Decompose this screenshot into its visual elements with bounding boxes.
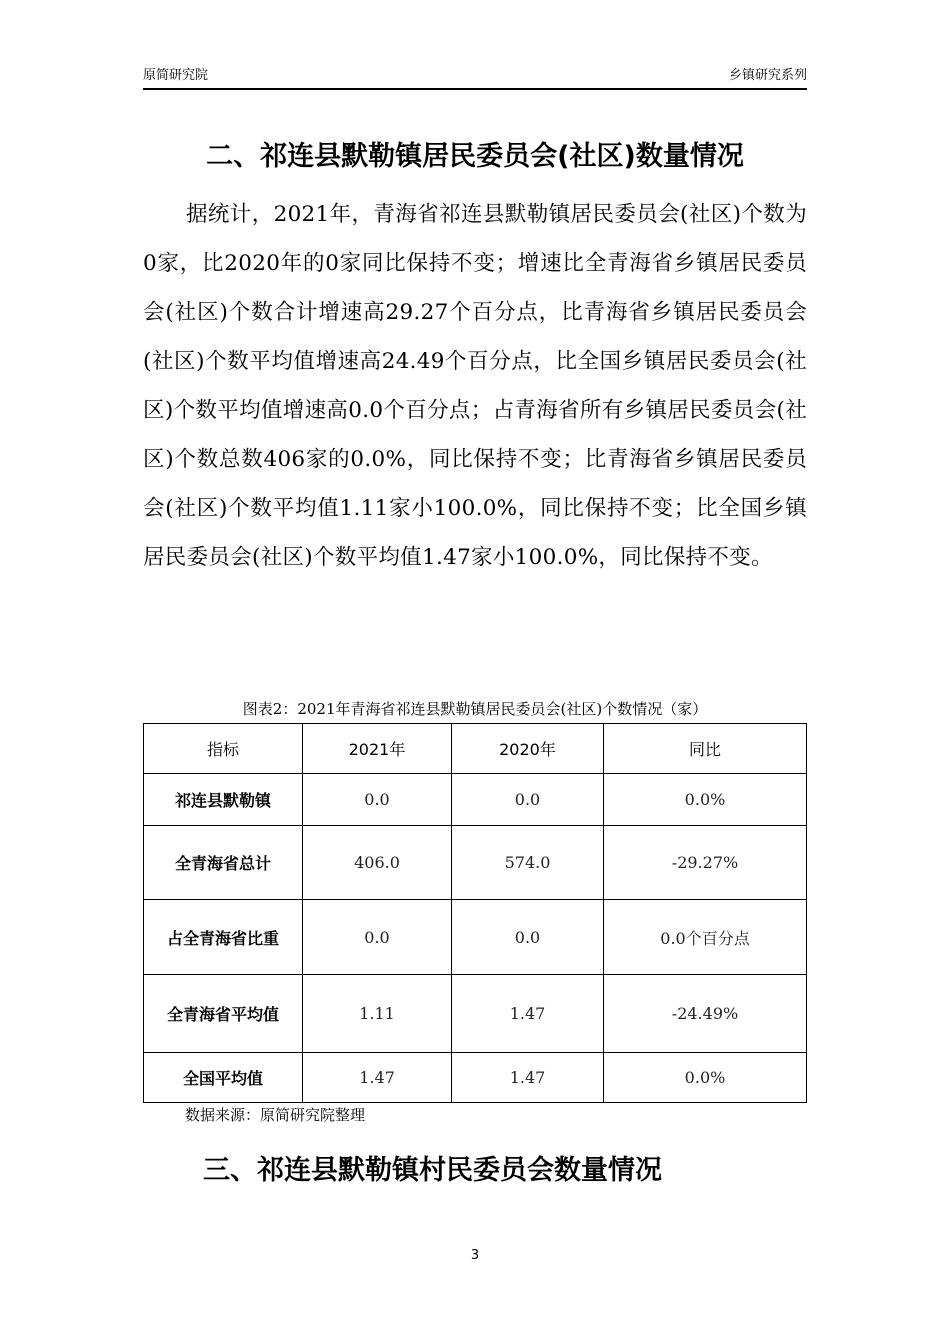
cell-2021: 0.0 — [303, 900, 452, 975]
section-title-residents-committee: 二、祁连县默勒镇居民委员会(社区)数量情况 — [206, 141, 744, 172]
column-header-2020: 2020年 — [452, 724, 604, 774]
cell-2020: 574.0 — [452, 826, 604, 900]
section-title-villagers-committee: 三、祁连县默勒镇村民委员会数量情况 — [203, 1155, 662, 1186]
row-label: 全国平均值 — [144, 1053, 303, 1103]
cell-2020: 0.0 — [452, 900, 604, 975]
table-row — [144, 900, 807, 975]
row-label: 占全青海省比重 — [144, 900, 303, 975]
cell-2021: 1.47 — [303, 1053, 452, 1103]
cell-yoy: 0.0个百分点 — [604, 900, 807, 975]
cell-2021: 1.11 — [303, 975, 452, 1053]
cell-yoy: 0.0% — [604, 774, 807, 826]
cell-2020: 1.47 — [452, 975, 604, 1053]
body-paragraph: 据统计，2021年，青海省祁连县默勒镇居民委员会(社区)个数为0家，比2020年的0家同比保持不变；增速比全青海省乡镇居民委员会(社区)个数合计增速高29.27个百分点，比青海省乡镇居民委员会(社区)个数平均值增速高24.49个百分点，比全国乡镇居民委员会(社区)个数平均值增速高0.0个百分点；占青海省所有乡镇居民委员会(社区)个数总数406家的0.0%，同比保持不变；比青海省乡镇居民委员会(社区)个数平均值1.11家小100.0%，同比保持不变；比全国乡镇居民委员会(社区)个数平均值1.47家小100.0%，同比保持不变。 — [143, 202, 807, 570]
column-header-indicator: 指标 — [144, 724, 303, 774]
table-header-row — [144, 724, 807, 774]
page-header — [143, 66, 807, 90]
cell-yoy: -29.27% — [604, 826, 807, 900]
table-caption: 图表2：2021年青海省祁连县默勒镇居民委员会(社区)个数情况（家） — [242, 700, 708, 718]
data-source-note: 数据来源：原简研究院整理 — [185, 1106, 366, 1124]
cell-2021: 406.0 — [303, 826, 452, 900]
row-label: 祁连县默勒镇 — [144, 774, 303, 826]
cell-2020: 0.0 — [452, 774, 604, 826]
table-row — [144, 826, 807, 900]
data-table — [143, 723, 807, 1103]
row-label: 全青海省平均值 — [144, 975, 303, 1053]
column-header-yoy: 同比 — [604, 724, 807, 774]
row-label: 全青海省总计 — [144, 826, 303, 900]
table-row — [144, 975, 807, 1053]
table-row — [144, 774, 807, 826]
cell-yoy: -24.49% — [604, 975, 807, 1053]
table-row — [144, 1053, 807, 1103]
header-series: 乡镇研究系列 — [728, 68, 807, 83]
cell-yoy: 0.0% — [604, 1053, 807, 1103]
column-header-2021: 2021年 — [303, 724, 452, 774]
header-publisher: 原简研究院 — [143, 68, 209, 83]
cell-2020: 1.47 — [452, 1053, 604, 1103]
cell-2021: 0.0 — [303, 774, 452, 826]
page-number: 3 — [470, 1248, 480, 1263]
